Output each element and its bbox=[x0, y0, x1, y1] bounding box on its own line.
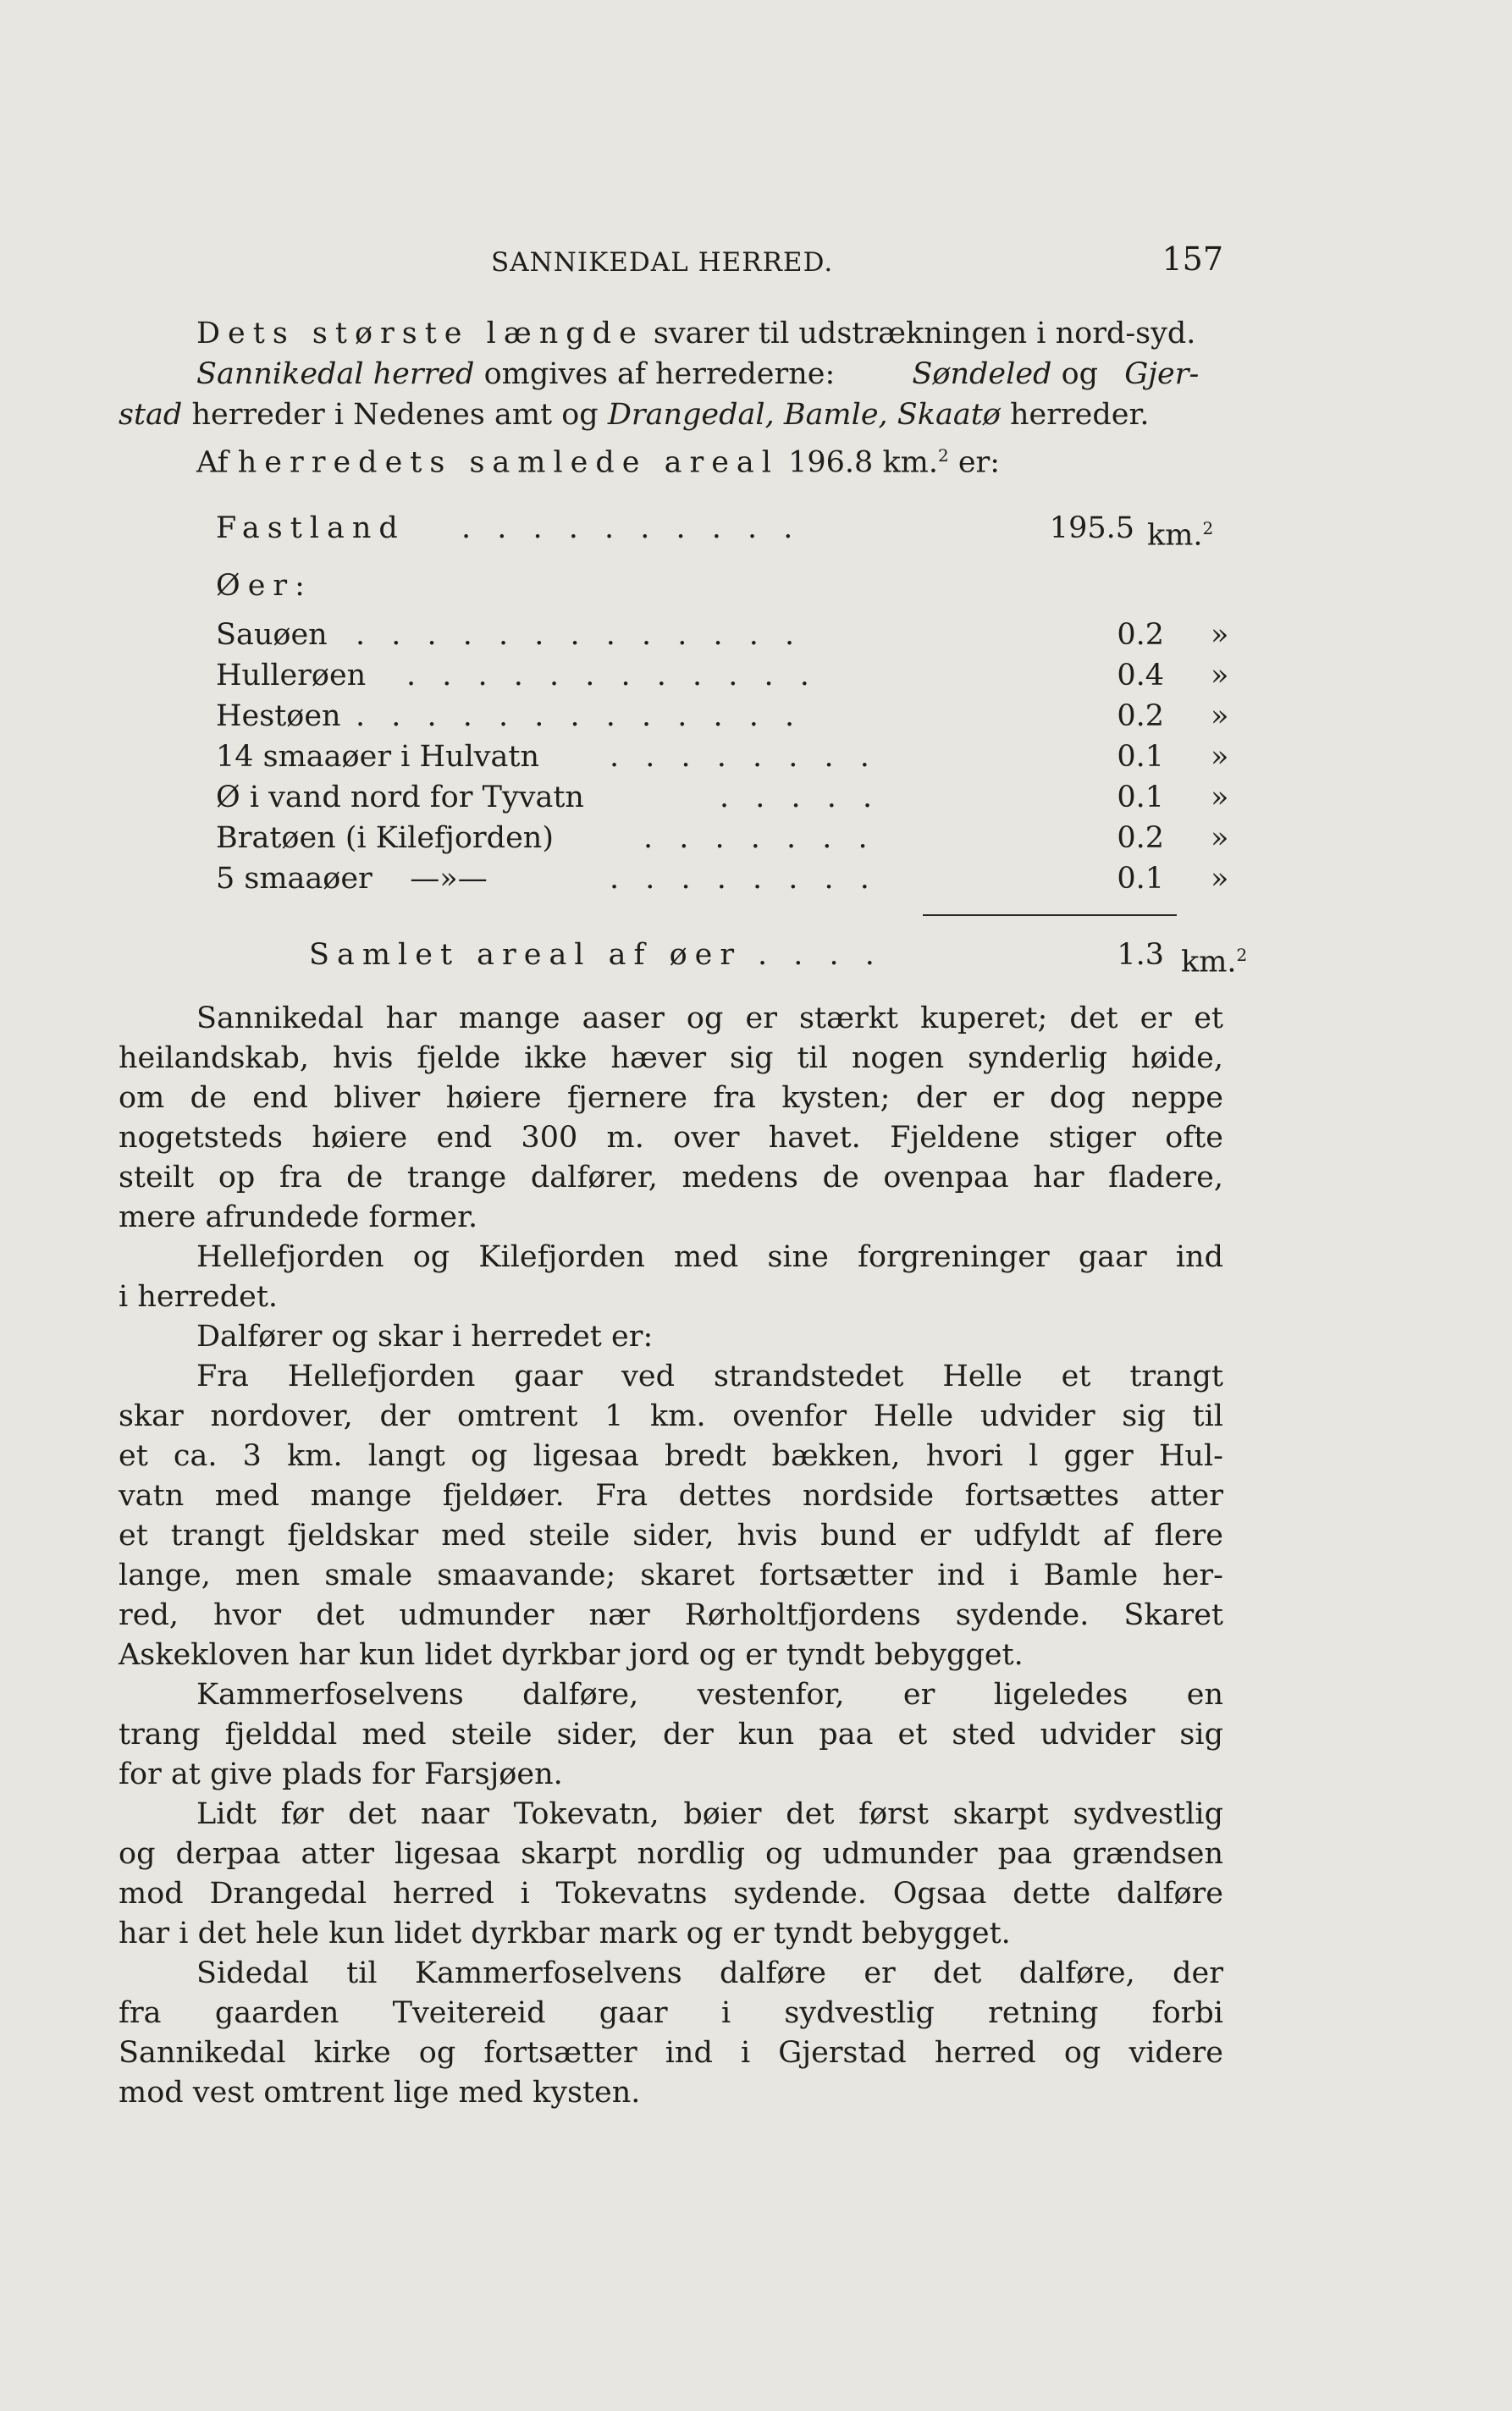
text-line: i herredet. bbox=[119, 1280, 279, 1314]
text-line: vatn med mange fjeldøer. Fra dettes nordside fortsættes atter bbox=[119, 1479, 1223, 1513]
leader-dots: . . . . bbox=[758, 938, 883, 972]
row-label: Bratøen (i Kilefjorden) bbox=[216, 821, 554, 855]
text: svarer til udstrækningen i nord-syd. bbox=[643, 317, 1196, 350]
row-unit: » bbox=[1211, 699, 1229, 733]
row-value: 0.2 bbox=[1117, 618, 1164, 652]
row-value: 0.2 bbox=[1117, 821, 1164, 855]
leader-dots: . . . . . . . . . . bbox=[461, 511, 802, 545]
intro-line-3 bbox=[119, 396, 1150, 433]
row-label: 5 smaaøer —»— bbox=[216, 862, 488, 896]
text-line: mod Drangedal herred i Tokevatns sydende. Ogsaa dette dalføre bbox=[119, 1877, 1223, 1911]
row-label: Samlet areal af øer bbox=[309, 938, 742, 972]
row-unit: » bbox=[1211, 862, 1229, 896]
text: og bbox=[1051, 357, 1108, 391]
leader-dots: . . . . . . . . . . . . . bbox=[356, 699, 803, 733]
spaced-text: Dets største længde bbox=[196, 317, 644, 350]
text-line: Lidt før det naar Tokevatn, bøier det først skarpt sydvestlig bbox=[196, 1797, 1223, 1831]
italic-text: stad bbox=[119, 398, 183, 432]
text-line: et trangt fjeldskar med steile sider, hvis bund er udfyldt af flere bbox=[119, 1519, 1223, 1553]
text-line: Kammerfoselvens dalføre, vestenfor, er ligeledes en bbox=[196, 1678, 1223, 1712]
row-value: 0.1 bbox=[1117, 740, 1164, 774]
row-label: Hestøen bbox=[216, 699, 341, 733]
row-value: 0.2 bbox=[1117, 699, 1164, 733]
text-line: Sannikedal kirke og fortsætter ind i Gjerstad herred og videre bbox=[119, 2036, 1223, 2070]
row-label: Ø i vand nord for Tyvatn bbox=[216, 781, 584, 814]
text-line: for at give plads for Farsjøen. bbox=[119, 1757, 563, 1791]
row-value: 0.1 bbox=[1117, 862, 1164, 896]
text-line: mere afrundede former. bbox=[119, 1200, 478, 1234]
text-line: Sidedal til Kammerfoselvens dalføre er det dalføre, der bbox=[196, 1956, 1223, 1990]
row-value: 195.5 bbox=[1049, 511, 1134, 545]
leader-dots: . . . . . . . . . . . . bbox=[406, 659, 818, 692]
text-line: og derpaa atter ligesaa skarpt nordlig og udmunder paa grændsen bbox=[119, 1837, 1223, 1871]
text: 196.8 km. bbox=[779, 445, 938, 480]
text-line: lange, men smale smaavande; skaret fortsætter ind i Bamle her- bbox=[119, 1559, 1223, 1592]
text-line: Askekloven har kun lidet dyrkbar jord og er tyndt bebygget. bbox=[119, 1638, 1024, 1672]
text: Af bbox=[196, 445, 238, 480]
row-label: Hullerøen bbox=[216, 659, 367, 692]
row-unit: » bbox=[1211, 618, 1229, 652]
text-line: fra gaarden Tveitereid gaar i sydvestlig retning forbi bbox=[119, 1996, 1223, 2030]
running-head: SANNIKEDAL HERRED. bbox=[491, 247, 834, 278]
text-line: heilandskab, hvis fjelde ikke hæver sig til nogen synderlig høide, bbox=[119, 1041, 1223, 1075]
italic-text: Gjer- bbox=[1124, 357, 1200, 391]
leader-dots: . . . . . . . . bbox=[610, 862, 878, 896]
italic-text: Søndeled bbox=[912, 357, 1052, 391]
text-line: steilt op fra de trange dalfører, medens de ovenpaa har fladere, bbox=[119, 1161, 1223, 1194]
text: herreder i Nedenes amt og bbox=[182, 398, 608, 432]
row-unit: » bbox=[1211, 781, 1229, 814]
text-line: Sannikedal har mange aaser og er stærkt kuperet; det er et bbox=[196, 1001, 1223, 1035]
text-line: har i det hele kun lidet dyrkbar mark og er tyndt bebygget. bbox=[119, 1917, 1011, 1950]
text-line: skar nordover, der omtrent 1 km. ovenfor Helle udvider sig til bbox=[119, 1399, 1223, 1433]
italic-text: Sannikedal herred bbox=[196, 357, 475, 391]
row-unit: km.$^2$ bbox=[1181, 945, 1248, 979]
text: herreder. bbox=[1000, 398, 1150, 432]
row-label: Sauøen bbox=[216, 618, 328, 652]
row-unit: km.$^2$ bbox=[1147, 518, 1214, 553]
sum-rule bbox=[923, 914, 1177, 916]
row-value: 0.1 bbox=[1117, 781, 1164, 814]
text: er: bbox=[948, 445, 1001, 480]
row-label: Fastland bbox=[216, 511, 406, 545]
intro-line-2 bbox=[196, 356, 1199, 393]
row-value: 0.4 bbox=[1117, 659, 1164, 692]
text-line: Dalfører og skar i herredet er: bbox=[196, 1320, 654, 1354]
text-line: trang fjelddal med steile sider, der kun paa et sted udvider sig bbox=[119, 1718, 1223, 1752]
leader-dots: . . . . . . . . bbox=[610, 740, 878, 774]
italic-text: Drangedal, Bamle, Skaatø bbox=[607, 398, 1001, 432]
superscript: 2 bbox=[937, 445, 949, 466]
text-line: Fra Hellefjorden gaar ved strandstedet Helle et trangt bbox=[196, 1360, 1223, 1393]
text-line: om de end bliver høiere fjernere fra kysten; der er dog neppe bbox=[119, 1081, 1223, 1115]
row-value: 1.3 bbox=[1117, 938, 1164, 972]
row-unit: » bbox=[1211, 740, 1229, 774]
text-line: red, hvor det udmunder nær Rørholtfjordens sydende. Skaret bbox=[119, 1598, 1223, 1632]
row-unit: » bbox=[1211, 821, 1229, 855]
leader-dots: . . . . . bbox=[720, 781, 881, 814]
text-line: Hellefjorden og Kilefjorden med sine forgreninger gaar ind bbox=[196, 1240, 1223, 1274]
text-line: nogetsteds høiere end 300 m. over havet. Fjeldene stiger ofte bbox=[119, 1121, 1223, 1155]
leader-dots: . . . . . . . bbox=[643, 821, 876, 855]
intro-line-1 bbox=[196, 315, 1223, 352]
text: omgives af herrederne: bbox=[474, 357, 845, 391]
leader-dots: . . . . . . . . . . . . . bbox=[356, 618, 803, 652]
text-line: mod vest omtrent lige med kysten. bbox=[119, 2076, 641, 2110]
intro-line-4 bbox=[196, 437, 1000, 482]
page-number: 157 bbox=[1162, 240, 1223, 278]
row-unit: » bbox=[1211, 659, 1229, 692]
spaced-text: herredets samlede areal bbox=[237, 445, 779, 480]
text-line: et ca. 3 km. langt og ligesaa bredt bækken, hvori l gger Hul- bbox=[119, 1439, 1223, 1473]
page-header bbox=[119, 239, 1223, 281]
row-label: 14 smaaøer i Hulvatn bbox=[216, 740, 540, 774]
area-table: Fastland . . . . . . . . . . 195.5 km.$^2$ Øer: Sauøen . . . . . . . . . . . . . 0.2 » Hullerøen . . . . . . . . . . . . 0.4 » Hestøen . . . . . . . . . . . . . 0.2 » 14 smaaøer i Hulvatn . . . . . . . . 0.1 » Ø i vand nord for Tyvatn . . . . . 0.1 » Bratøen (i Kilefjorden) . . . . . . . 0.2 » 5 smaaøer —»— . . . . . . . . 0.1 » Samlet areal af øer . . . . 1.3 km.$^2$ bbox=[216, 511, 1248, 979]
